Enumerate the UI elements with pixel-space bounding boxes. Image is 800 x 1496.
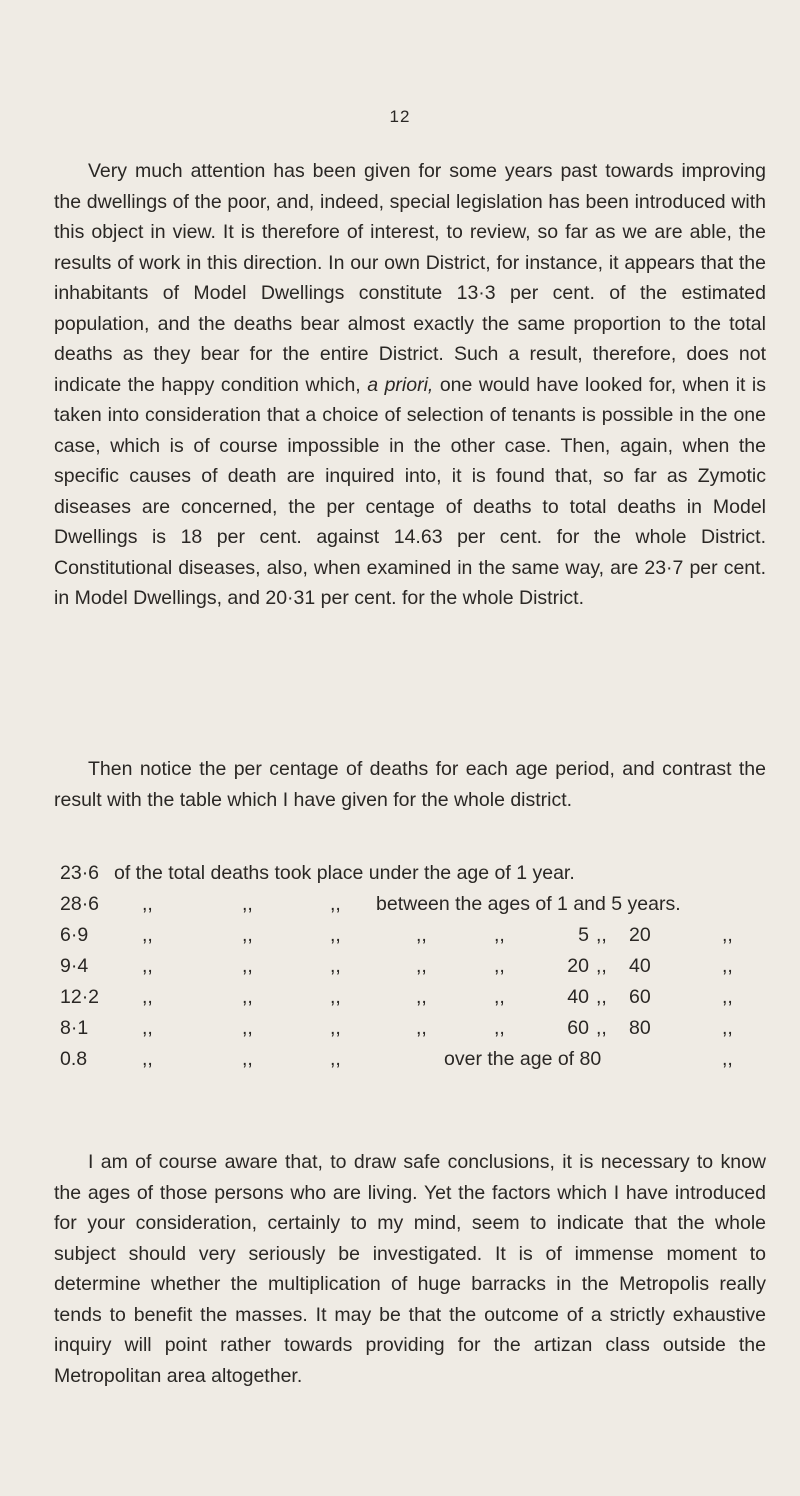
row-text: of the total deaths took place under the age of 1 year.: [114, 862, 575, 884]
ditto-mark: ,,: [142, 924, 153, 946]
age-from: 20: [567, 955, 589, 977]
paragraph-text: Then notice the per centage of deaths for each age period, and contrast the result with the table which I have given for the whole district.: [54, 758, 766, 811]
ditto-mark: ,,: [596, 1017, 607, 1039]
table-row: [54, 862, 766, 893]
ditto-mark: ,,: [416, 955, 427, 977]
ditto-mark: ,,: [494, 1017, 505, 1039]
ditto-mark: ,,: [242, 955, 253, 977]
paragraph-text: one would have looked for, when it is taken into consideration that a choice of selection of tenants is possible in the one case, which is of course impossible in the other case. Then, again, when the specific causes of death are inquired into, it is found that, so far as Zymotic diseases are concerned, the per centage of deaths to total deaths in Model Dwellings is 18 per cent. against 14.63 per cent. for the whole District. Constitutional diseases, also, when examined in the same way, are 23·7 per cent. in Model Dwellings, and 20·31 per cent. for the whole District.: [54, 373, 767, 609]
row-text: between the ages of 1 and 5 years.: [376, 893, 681, 915]
ditto-mark: ,,: [494, 986, 505, 1008]
italic-a-priori: a priori,: [367, 373, 434, 396]
table-row: [54, 1017, 766, 1048]
ditto-mark: ,,: [330, 955, 341, 977]
age-to: 80: [629, 1017, 651, 1039]
ditto-mark: ,,: [242, 893, 253, 915]
ditto-mark: ,,: [242, 924, 253, 946]
table-row: [54, 955, 766, 986]
ditto-mark: ,,: [416, 924, 427, 946]
ditto-mark: ,,: [722, 986, 733, 1008]
ditto-mark: ,,: [142, 1048, 153, 1070]
age-from: 40: [567, 986, 589, 1008]
ditto-mark: ,,: [416, 1017, 427, 1039]
age-to: 20: [629, 924, 651, 946]
ditto-mark: ,,: [722, 924, 733, 946]
age-from: 60: [567, 1017, 589, 1039]
paragraph-model-dwellings: [54, 156, 766, 614]
row-value: 0.8: [60, 1048, 88, 1070]
ditto-mark: ,,: [722, 1017, 733, 1039]
paragraph-text: I am of course aware that, to draw safe conclusions, it is necessary to know the ages of those persons who are living. Yet the factors which I have introduced for your consideration, certainly to my mind, seem to indicate that the whole subject should very seriously be investigated. It is of immense moment to determine whether the multiplication of huge barracks in the Metropolis really tends to benefit the masses. It may be that the outcome of a strictly exhaustive inquiry will point rather towards providing for the artizan class outside the Metropolitan area altogether.: [54, 1151, 766, 1387]
ditto-mark: ,,: [494, 924, 505, 946]
age-period-table: [54, 862, 766, 1079]
ditto-mark: ,,: [330, 893, 341, 915]
row-value: 28·6: [60, 893, 100, 915]
ditto-mark: ,,: [142, 986, 153, 1008]
row-text: over the age of 80: [444, 1048, 602, 1070]
paragraph-conclusions: [54, 1147, 766, 1391]
table-row: [54, 924, 766, 955]
ditto-mark: ,,: [596, 955, 607, 977]
paragraph-age-period-intro: [54, 754, 766, 815]
paragraph-text: Very much attention has been given for some years past towards improving the dwellings of the poor, and, indeed, special legislation has been introduced with this object in view. It is therefore of interest, to review, so far as we are able, the results of work in this direction. In our own District, for instance, it appears that the inhabitants of Model Dwellings constitute 13·3 per cent. of the estimated population, and the deaths bear almost exactly the same proportion to the total deaths as they bear for the entire District. Such a result, therefore, does not indicate the happy condition which,: [54, 160, 766, 396]
page-number: 12: [389, 107, 411, 126]
age-to: 60: [629, 986, 651, 1008]
ditto-mark: ,,: [722, 1048, 733, 1070]
table-row: [54, 1048, 766, 1079]
row-value: 8·1: [60, 1017, 89, 1039]
age-from: 5: [578, 924, 589, 946]
ditto-mark: ,,: [330, 986, 341, 1008]
row-value: 9·4: [60, 955, 89, 977]
row-value: 12·2: [60, 986, 100, 1008]
ditto-mark: ,,: [330, 1017, 341, 1039]
ditto-mark: ,,: [494, 955, 505, 977]
ditto-mark: ,,: [142, 1017, 153, 1039]
ditto-mark: ,,: [330, 924, 341, 946]
row-value: 23·6: [60, 862, 100, 884]
ditto-mark: ,,: [722, 955, 733, 977]
ditto-mark: ,,: [142, 955, 153, 977]
ditto-mark: ,,: [142, 893, 153, 915]
table-row: [54, 893, 766, 924]
ditto-mark: ,,: [242, 986, 253, 1008]
ditto-mark: ,,: [416, 986, 427, 1008]
ditto-mark: ,,: [330, 1048, 341, 1070]
row-value: 6·9: [60, 924, 89, 946]
ditto-mark: ,,: [242, 1048, 253, 1070]
table-row: [54, 986, 766, 1017]
ditto-mark: ,,: [596, 986, 607, 1008]
ditto-mark: ,,: [242, 1017, 253, 1039]
ditto-mark: ,,: [596, 924, 607, 946]
age-to: 40: [629, 955, 651, 977]
